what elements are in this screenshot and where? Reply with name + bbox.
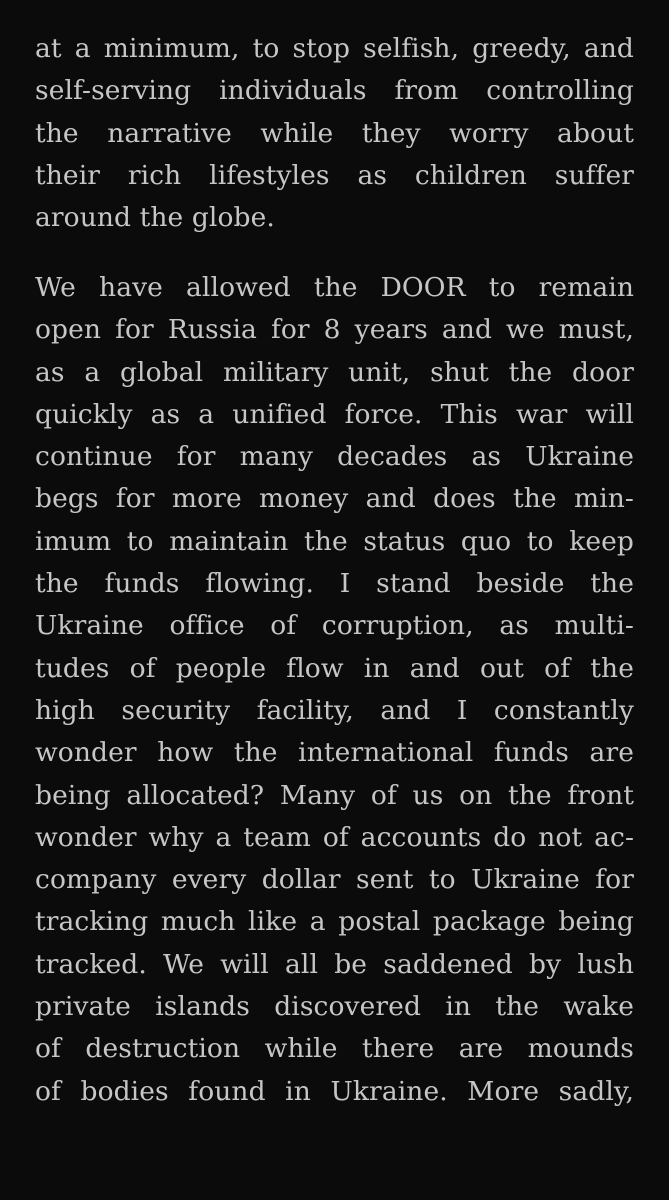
text-line: around the globe. [35, 202, 275, 234]
text-line: wonder why a team of accounts do not ac- [35, 821, 634, 853]
text-line: at a minimum, to stop selfish, greedy, and [35, 33, 634, 64]
text-line: being allocated? Many of us on the front [35, 779, 634, 811]
text-line: high security facility, and I constantly [35, 694, 634, 726]
text-line: the funds flowing. I stand beside the [35, 568, 634, 600]
text-line: tracked. We will all be saddened by lush [35, 948, 634, 980]
text-line: self-serving individuals from controlling [35, 75, 634, 107]
text-line: tracking much like a postal package being [35, 906, 634, 938]
text-line: of destruction while there are mounds [35, 1033, 634, 1065]
text-line: begs for more money and does the min- [35, 483, 634, 515]
text-line: imum to maintain the status quo to keep [35, 525, 634, 557]
text-line: company every dollar sent to Ukraine for [35, 864, 634, 896]
text-line: of bodies found in Ukraine. More sadly, [35, 1075, 634, 1107]
text-line: as a global military unit, shut the door [35, 356, 634, 388]
text-line: open for Russia for 8 years and we must, [35, 314, 634, 346]
paragraph-1 [35, 28, 634, 239]
text-line: continue for many decades as Ukraine [35, 441, 634, 473]
text-line: Ukraine office of corruption, as multi- [35, 610, 634, 642]
text-line: wonder how the international funds are [35, 737, 634, 769]
text-line: quickly as a unified force. This war will [35, 398, 634, 430]
text-line: their rich lifestyles as children suffer [35, 159, 634, 191]
paragraph-2 [35, 267, 634, 1113]
text-line: tudes of people flow in and out of the [35, 652, 634, 684]
text-line: We have allowed the DOOR to remain [35, 272, 634, 303]
text-line: private islands discovered in the wake [35, 991, 634, 1023]
text-line: the narrative while they worry about [35, 117, 634, 149]
